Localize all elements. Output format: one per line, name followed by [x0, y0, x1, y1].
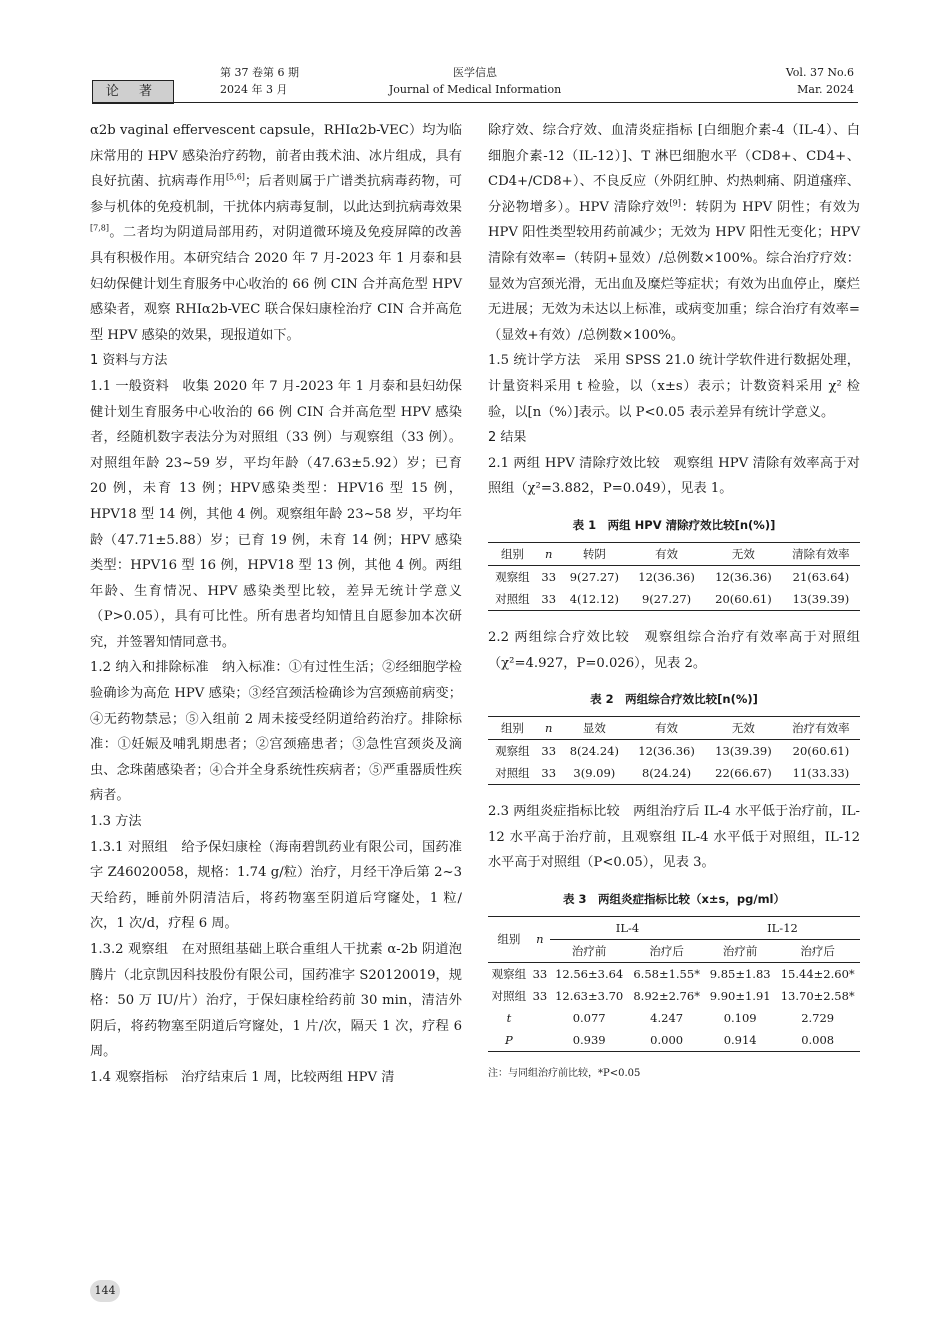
- table-header: 组别: [488, 542, 537, 565]
- table-row: 观察组 33 9(27.27) 12(36.36) 12(36.36) 21(63.64): [495, 569, 850, 584]
- table3-caption: 表 3 两组炎症指标比较（x±s，pg/ml）: [563, 891, 785, 906]
- table-header: 组别: [488, 717, 537, 740]
- table-row: 对照组 33 12.63±3.70 8.92±2.76* 9.90±1.91 13.70±2.58*: [491, 988, 855, 1003]
- paragraph-1-3: 1.3 方法: [90, 814, 142, 830]
- paragraph-2-2: 2.2 两组综合疗效比较 观察组综合治疗有效率高于对照组（χ²=4.927，P=0.026），见表 2。: [488, 629, 860, 671]
- journal-title-cn: 医学信息: [453, 66, 497, 79]
- table-header: 治疗后: [628, 939, 705, 962]
- table-header: IL-12: [705, 916, 860, 939]
- table3-note: 注：与同组治疗前比较，*P<0.05: [488, 1067, 641, 1079]
- journal-title-en: Journal of Medical Information: [388, 83, 562, 96]
- table-header: 清除有效率: [782, 542, 860, 565]
- table-header: IL-4: [550, 916, 705, 939]
- section-tag: 论 著: [92, 80, 174, 104]
- left-column: [90, 118, 462, 1091]
- table-header: 显效: [561, 717, 629, 740]
- table-header: n: [537, 717, 561, 740]
- section-heading-methods: 1 资料与方法: [90, 353, 168, 369]
- issue-info-en: [786, 64, 854, 98]
- table-header: 治疗前: [705, 939, 775, 962]
- paragraph-1-3-2: 1.3.2 观察组 在对照组基础上联合重组人干扰素 α-2b 阴道泡腾片（北京凯因科技股份有限公司，国药准字 S20120019，规格：50 万 IU/片）治疗，于保妇康栓给药前 30 min，清洁外阴后，将药物塞至阴道后穹窿处，1 片/次，隔天 1 次，疗程 6 周。: [90, 942, 462, 1060]
- issue-date: 2024 年 3 月: [220, 83, 288, 96]
- table-header: n: [530, 916, 550, 962]
- table-row: t 0.077 4.247 0.109 2.729: [506, 1010, 835, 1025]
- header-rule: [92, 102, 858, 103]
- paragraph-1-1: 1.1 一般资料 收集 2020 年 7 月-2023 年 1 月泰和县妇幼保健计划生育服务中心收治的 66 例 CIN 合并高危型 HPV 感染者，经随机数字表法分为对照组（33 例）与观察组（33 例）。对照组年龄 23~59 岁，平均年龄（47.63±5.92）岁；已育 20 例，未育 13 例；HPV感染类型：HPV16 型 15 例，HPV18 型 14 例，其他 4 例。观察组年龄 23~58 岁，平均年龄（47.71±5.88）岁；已育 19 例，未育 14 例；HPV 感染类型：HPV16 型 16 例，HPV18 型 13 例，其他 4 例。两组年龄、生育情况、HPV 感染类型比较，差异无统计学意义（P>0.05），具有可比性。所有患者均知情且自愿参加本次研究，并签署知情同意书。: [90, 378, 462, 650]
- table-header: 有效: [628, 542, 705, 565]
- section-heading-results: 2 结果: [488, 430, 527, 446]
- paragraph-2-1: 2.1 两组 HPV 清除疗效比较 观察组 HPV 清除有效率高于对照组（χ²=3.882，P=0.049），见表 1。: [488, 455, 860, 497]
- volume-issue-en: Vol. 37 No.6: [785, 66, 854, 79]
- table2-caption: 表 2 两组综合疗效比较[n(%)]: [590, 692, 758, 707]
- table2: [488, 716, 860, 785]
- volume-issue: 第 37 卷第 6 期: [220, 66, 299, 79]
- table-header: 治疗后: [775, 939, 860, 962]
- table-header: 无效: [705, 717, 782, 740]
- table-row: 观察组 33 12.56±3.64 6.58±1.55* 9.85±1.83 15.44±2.60*: [491, 966, 855, 981]
- paragraph-1-4-cont: 除疗效、综合疗效、血清炎症指标 [白细胞介素-4（IL-4）、白细胞介素-12（IL-12）]、T 淋巴细胞水平（CD8+、CD4+、CD4+/CD8+）、不良反应（外阴红肿、灼热刺痛、阴道瘙痒、分泌物增多）。HPV 清除疗效[9]：转阴为 HPV 阴性；有效为 HPV 阳性类型较用药前减少；无效为 HPV 阳性无变化；HPV 清除有效率=（转阴+显效）/总例数×100%。综合治疗疗效：显效为宫颈光滑，无出血及糜烂等症状；有效为出血停止，糜烂无进展；无效为未达以上标准，或病变加重；综合治疗有效率=（显效+有效）/总例数×100%。: [488, 123, 860, 343]
- table-header: 无效: [705, 542, 782, 565]
- paragraph-1-4: 1.4 观察指标 治疗结束后 1 周，比较两组 HPV 清: [90, 1069, 395, 1085]
- right-column: [488, 118, 860, 1082]
- journal-title: [92, 64, 858, 98]
- paragraph-1-3-1: 1.3.1 对照组 给予保妇康栓（海南碧凯药业有限公司，国药准字 Z46020058，规格：1.74 g/粒）治疗，月经干净后第 2~3 天给药，睡前外阴清洁后，将药物塞至阴道后穹窿处，1 粒/次，1 次/d，疗程 6 周。: [90, 839, 462, 932]
- paragraph-1-2: 1.2 纳入和排除标准 纳入标准：①有过性生活；②经细胞学检验确诊为高危 HPV 感染；③经宫颈活检确诊为宫颈癌前病变；④无药物禁忌；⑤入组前 2 周未接受经阴道给药治疗。排除标准：①妊娠及哺乳期患者；②宫颈癌患者；③急性宫颈炎及滴虫、念珠菌感染者；④合并全身系统性疾病者；⑤严重器质性疾病者。: [90, 660, 462, 804]
- table-row: 观察组 33 8(24.24) 12(36.36) 13(39.39) 20(60.61): [495, 744, 850, 759]
- page-header: [92, 60, 858, 104]
- table-header: 转阴: [561, 542, 629, 565]
- paragraph-intro: α2b vaginal effervescent capsule，RHIα2b-VEC）均为临床常用的 HPV 感染治疗药物，前者由莪术油、冰片组成，具有良好抗菌、抗病毒作用[5,6]；后者则属于广谱类抗病毒药物，可参与机体的免疫机制，干扰体内病毒复制，以此达到抗病毒效果[7,8]。二者均为阴道局部用药，对阴道微环境及免疫屏障的改善具有积极作用。本研究结合 2020 年 7 月-2023 年 1 月泰和县妇幼保健计划生育服务中心收治的 66 例 CIN 合并高危型 HPV 感染者，观察 RHIα2b-VEC 联合保妇康栓治疗 CIN 合并高危型 HPV 感染的效果，现报道如下。: [90, 123, 462, 343]
- paragraph-1-5: 1.5 统计学方法 采用 SPSS 21.0 统计学软件进行数据处理，计量资料采用 t 检验，以（x±s）表示；计数资料采用 χ² 检验，以[n（%）]表示。以 P<0.05 表示差异有统计学意义。: [488, 353, 860, 420]
- table3: [488, 916, 860, 1052]
- page-number: 144: [90, 1280, 120, 1302]
- table-row: 对照组 33 3(9.09) 8(24.24) 22(66.67) 11(33.33): [488, 762, 860, 785]
- paragraph-2-3: 2.3 两组炎症指标比较 两组治疗后 IL-4 水平低于治疗前，IL-12 水平高于治疗前，且观察组 IL-4 水平低于对照组，IL-12 水平高于对照组（P<0.05），见表 3。: [488, 804, 860, 871]
- table1-caption: 表 1 两组 HPV 清除疗效比较[n(%)]: [572, 517, 776, 532]
- table-header: 治疗有效率: [782, 717, 860, 740]
- table-header: 治疗前: [550, 939, 628, 962]
- table-header: 组别: [488, 916, 530, 962]
- table-row: P 0.939 0.000 0.914 0.008: [488, 1029, 860, 1052]
- issue-date-en: Mar. 2024: [797, 83, 854, 96]
- table1: [488, 542, 860, 611]
- table-header: n: [537, 542, 561, 565]
- table-header: 有效: [628, 717, 705, 740]
- table-row: 对照组 33 4(12.12) 9(27.27) 20(60.61) 13(39.39): [488, 588, 860, 611]
